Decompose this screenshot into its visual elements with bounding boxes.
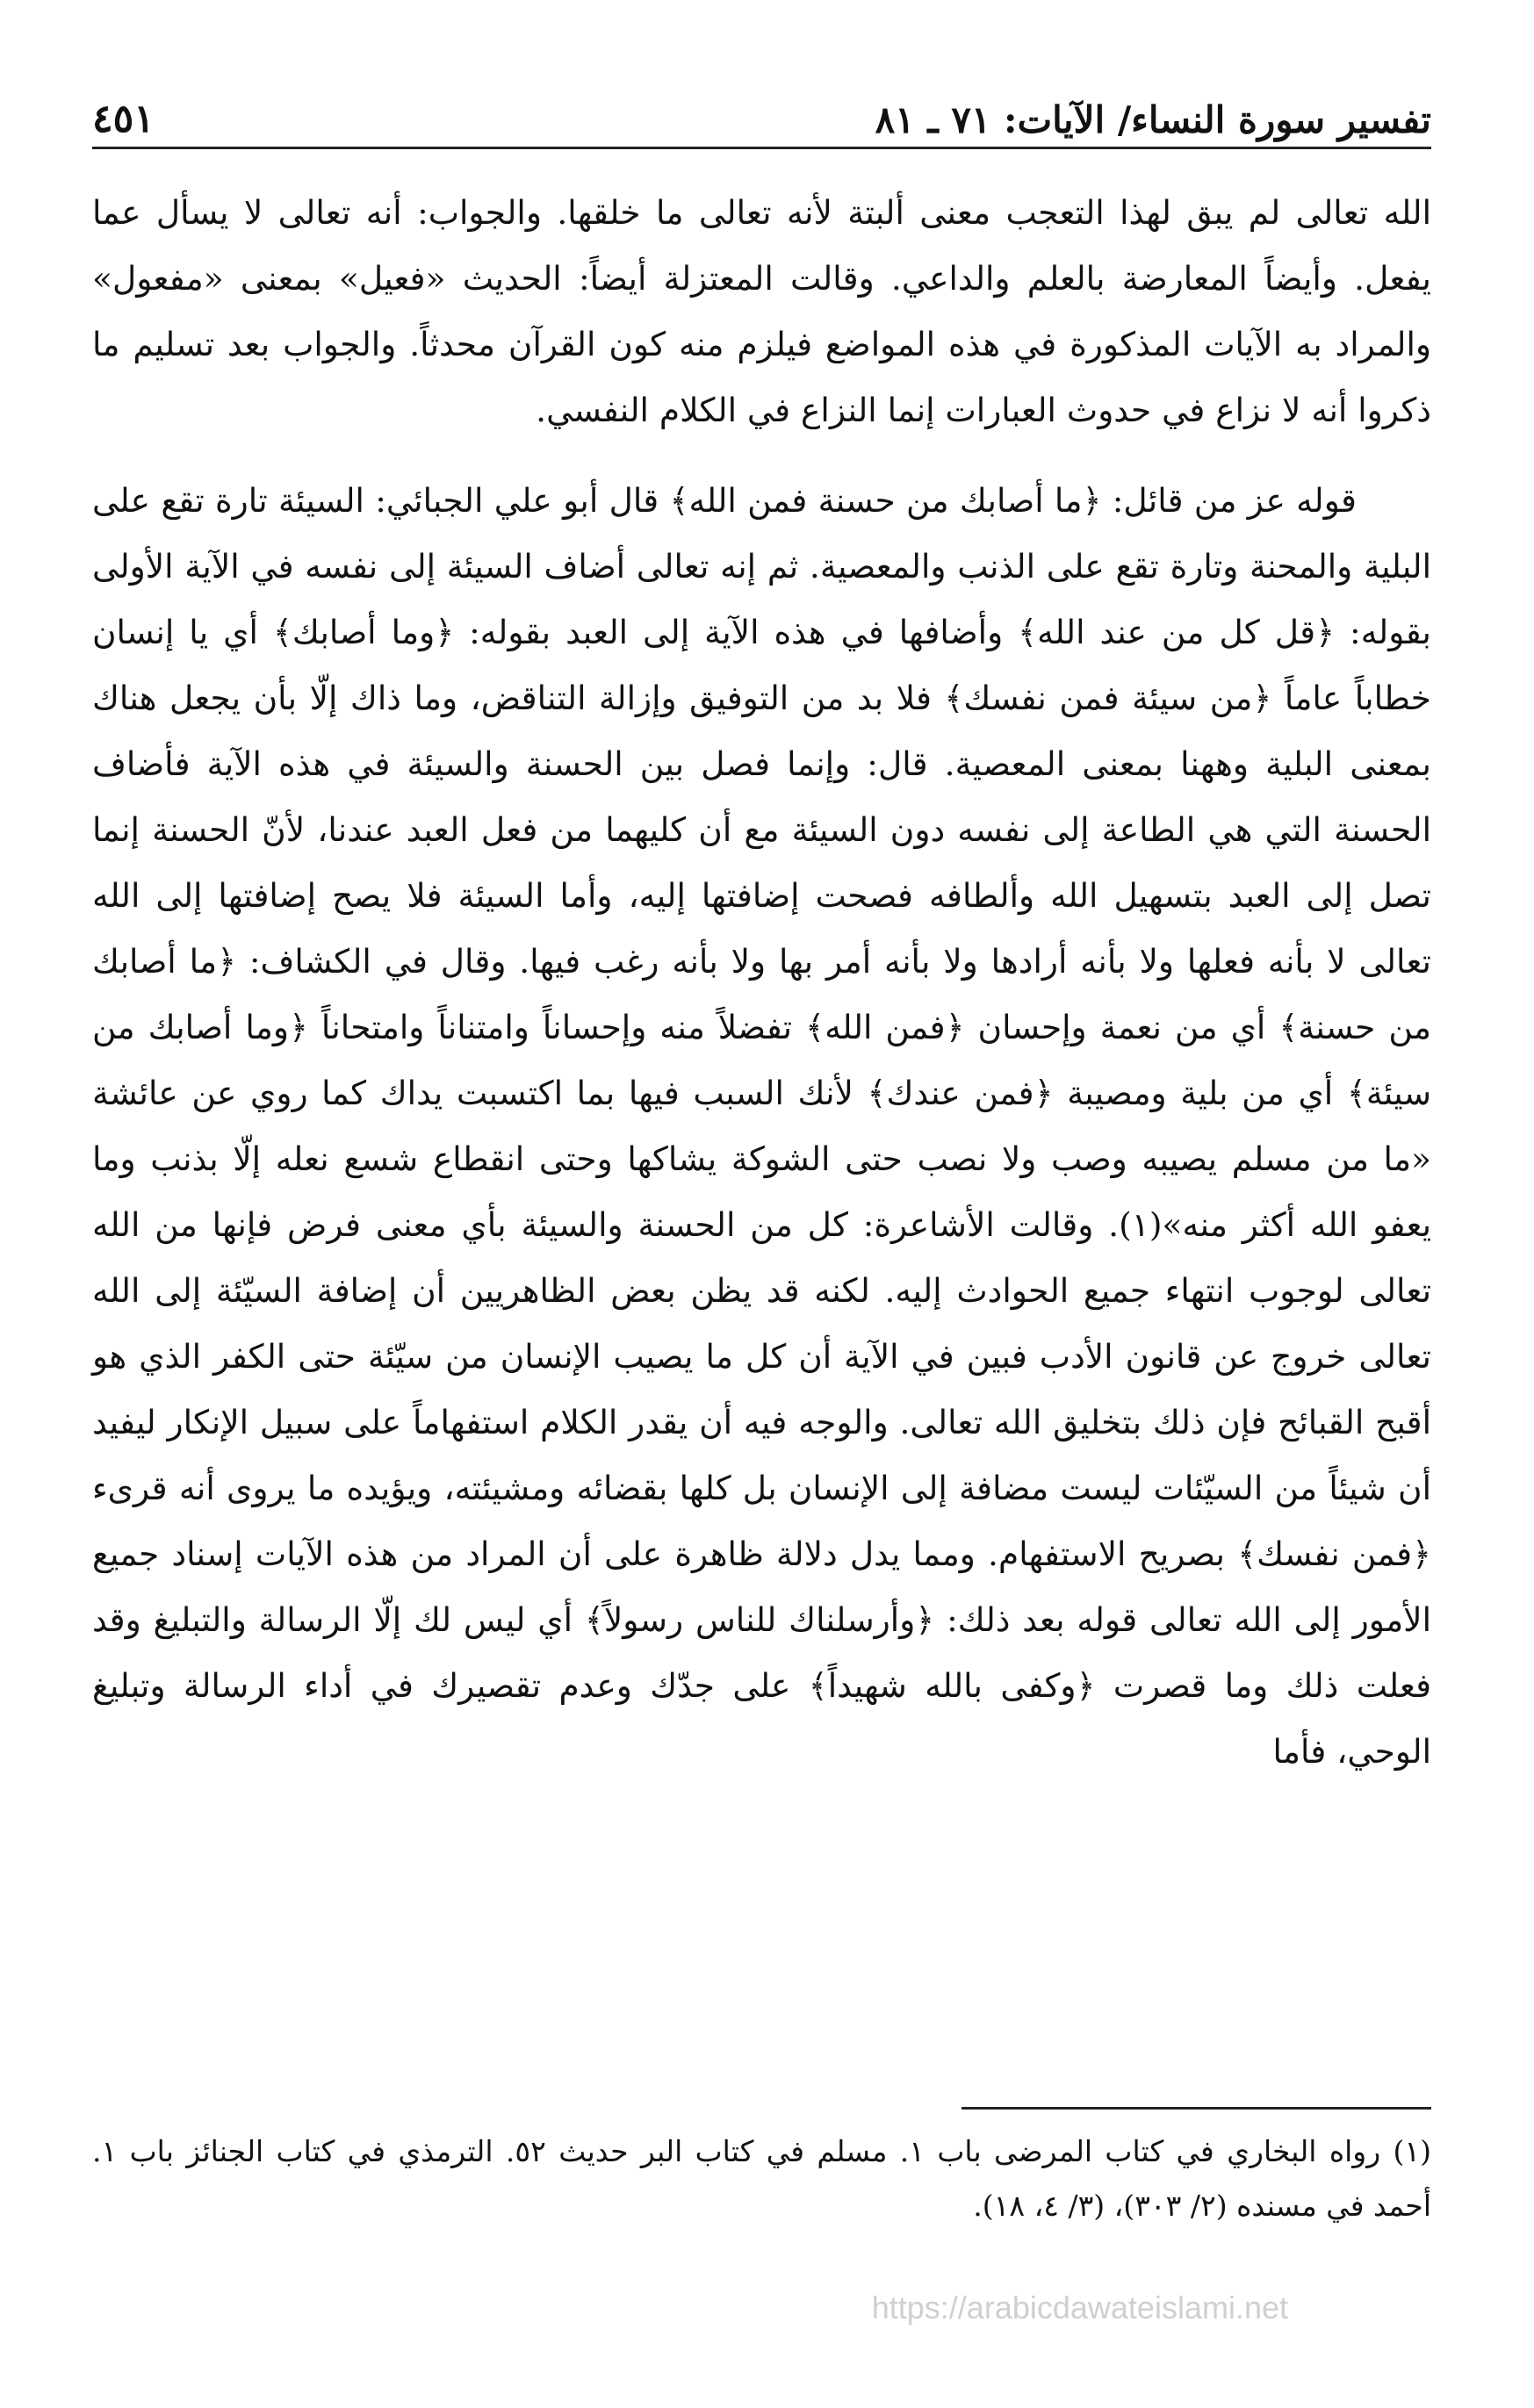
- footnote-separator: [961, 2107, 1431, 2110]
- running-title: تفسير سورة النساء/ الآيات: ٧١ ـ ٨١: [875, 98, 1431, 141]
- main-text: [92, 180, 1431, 1785]
- paragraph: الله تعالى لم يبق لهذا التعجب معنى ألبتة لأنه تعالى ما خلقها. والجواب: أنه تعالى لا يسأل عما يفعل. وأيضاً المعارضة بالعلم والداعي. وقالت المعتزلة أيضاً: الحديث «فعيل» بمعنى «مفعول» والمراد به الآيات المذكورة في هذه المواضع فيلزم منه كون القرآن محدثاً. والجواب بعد تسليم ما ذكروا أنه لا نزاع في حدوث العبارات إنما النزاع في الكلام النفسي.: [92, 193, 1431, 429]
- page-number: ٤٥١: [92, 97, 155, 141]
- watermark-url: https://arabicdawateislami.net: [871, 2289, 1288, 2325]
- page-header: [92, 88, 1431, 149]
- footnotes: [92, 2124, 1431, 2233]
- footnote: (١) رواه البخاري في كتاب المرضى باب ١. مسلم في كتاب البر حديث ٥٢. الترمذي في كتاب الجنائز باب ١. أحمد في مسنده (٢/ ٣٠٣)، (٣/ ٤، ١٨).: [92, 2134, 1432, 2223]
- paragraph: قوله عز من قائل: ﴿ما أصابك من حسنة فمن الله﴾ قال أبو علي الجبائي: السيئة تارة تقع على البلية والمحنة وتارة تقع على الذنب والمعصية. ثم إنه تعالى أضاف السيئة إلى نفسه في الآية الأولى بقوله: ﴿قل كل من عند الله﴾ وأضافها في هذه الآية إلى العبد بقوله: ﴿وما أصابك﴾ أي يا إنسان خطاباً عاماً ﴿من سيئة فمن نفسك﴾ فلا بد من التوفيق وإزالة التناقض، وما ذاك إلّا بأن يجعل هناك بمعنى البلية وههنا بمعنى المعصية. قال: وإنما فصل بين الحسنة والسيئة في هذه الآية فأضاف الحسنة التي هي الطاعة إلى نفسه دون السيئة مع أن كليهما من فعل العبد عندنا، لأنّ الحسنة إنما تصل إلى العبد بتسهيل الله وألطافه فصحت إضافتها إليه، وأما السيئة فلا يصح إضافتها إلى الله تعالى لا بأنه فعلها ولا بأنه أرادها ولا بأنه أمر بها ولا بأنه رغب فيها. وقال في الكشاف: ﴿ما أصابك من حسنة﴾ أي من نعمة وإحسان ﴿فمن الله﴾ تفضلاً منه وإحساناً وامتناناً وامتحاناً ﴿وما أصابك من سيئة﴾ أي من بلية ومصيبة ﴿فمن عندك﴾ لأنك السبب فيها بما اكتسبت يداك كما روي عن عائشة «ما من مسلم يصيبه وصب ولا نصب حتى الشوكة يشاكها وحتى انقطاع شسع نعله إلّا بذنب وما يعفو الله أكثر منه»(١). وقالت الأشاعرة: كل من الحسنة والسيئة بأي معنى فرض فإنها من الله تعالى لوجوب انتهاء جميع الحوادث إليه. لكنه قد يظن بعض الظاهريين أن إضافة السيّئة إلى الله تعالى خروج عن قانون الأدب فبين في الآية أن كل ما يصيب الإنسان من سيّئة حتى الكفر الذي هو أقبح القبائح فإن ذلك بتخليق الله تعالى. والوجه فيه أن يقدر الكلام استفهاماً على سبيل الإنكار ليفيد أن شيئاً من السيّئات ليست مضافة إلى الإنسان بل كلها بقضائه ومشيئته، ويؤيده ما يروى أنه قرىء ﴿فمن نفسك﴾ بصريح الاستفهام. ومما يدل دلالة ظاهرة على أن المراد من هذه الآيات إسناد جميع الأمور إلى الله تعالى قوله بعد ذلك: ﴿وأرسلناك للناس رسولاً﴾ أي ليس لك إلّا الرسالة والتبليغ وقد فعلت ذلك وما قصرت ﴿وكفى بالله شهيداً﴾ على جدّك وعدم تقصيرك في أداء الرسالة وتبليغ الوحي، فأما: [92, 481, 1432, 1771]
